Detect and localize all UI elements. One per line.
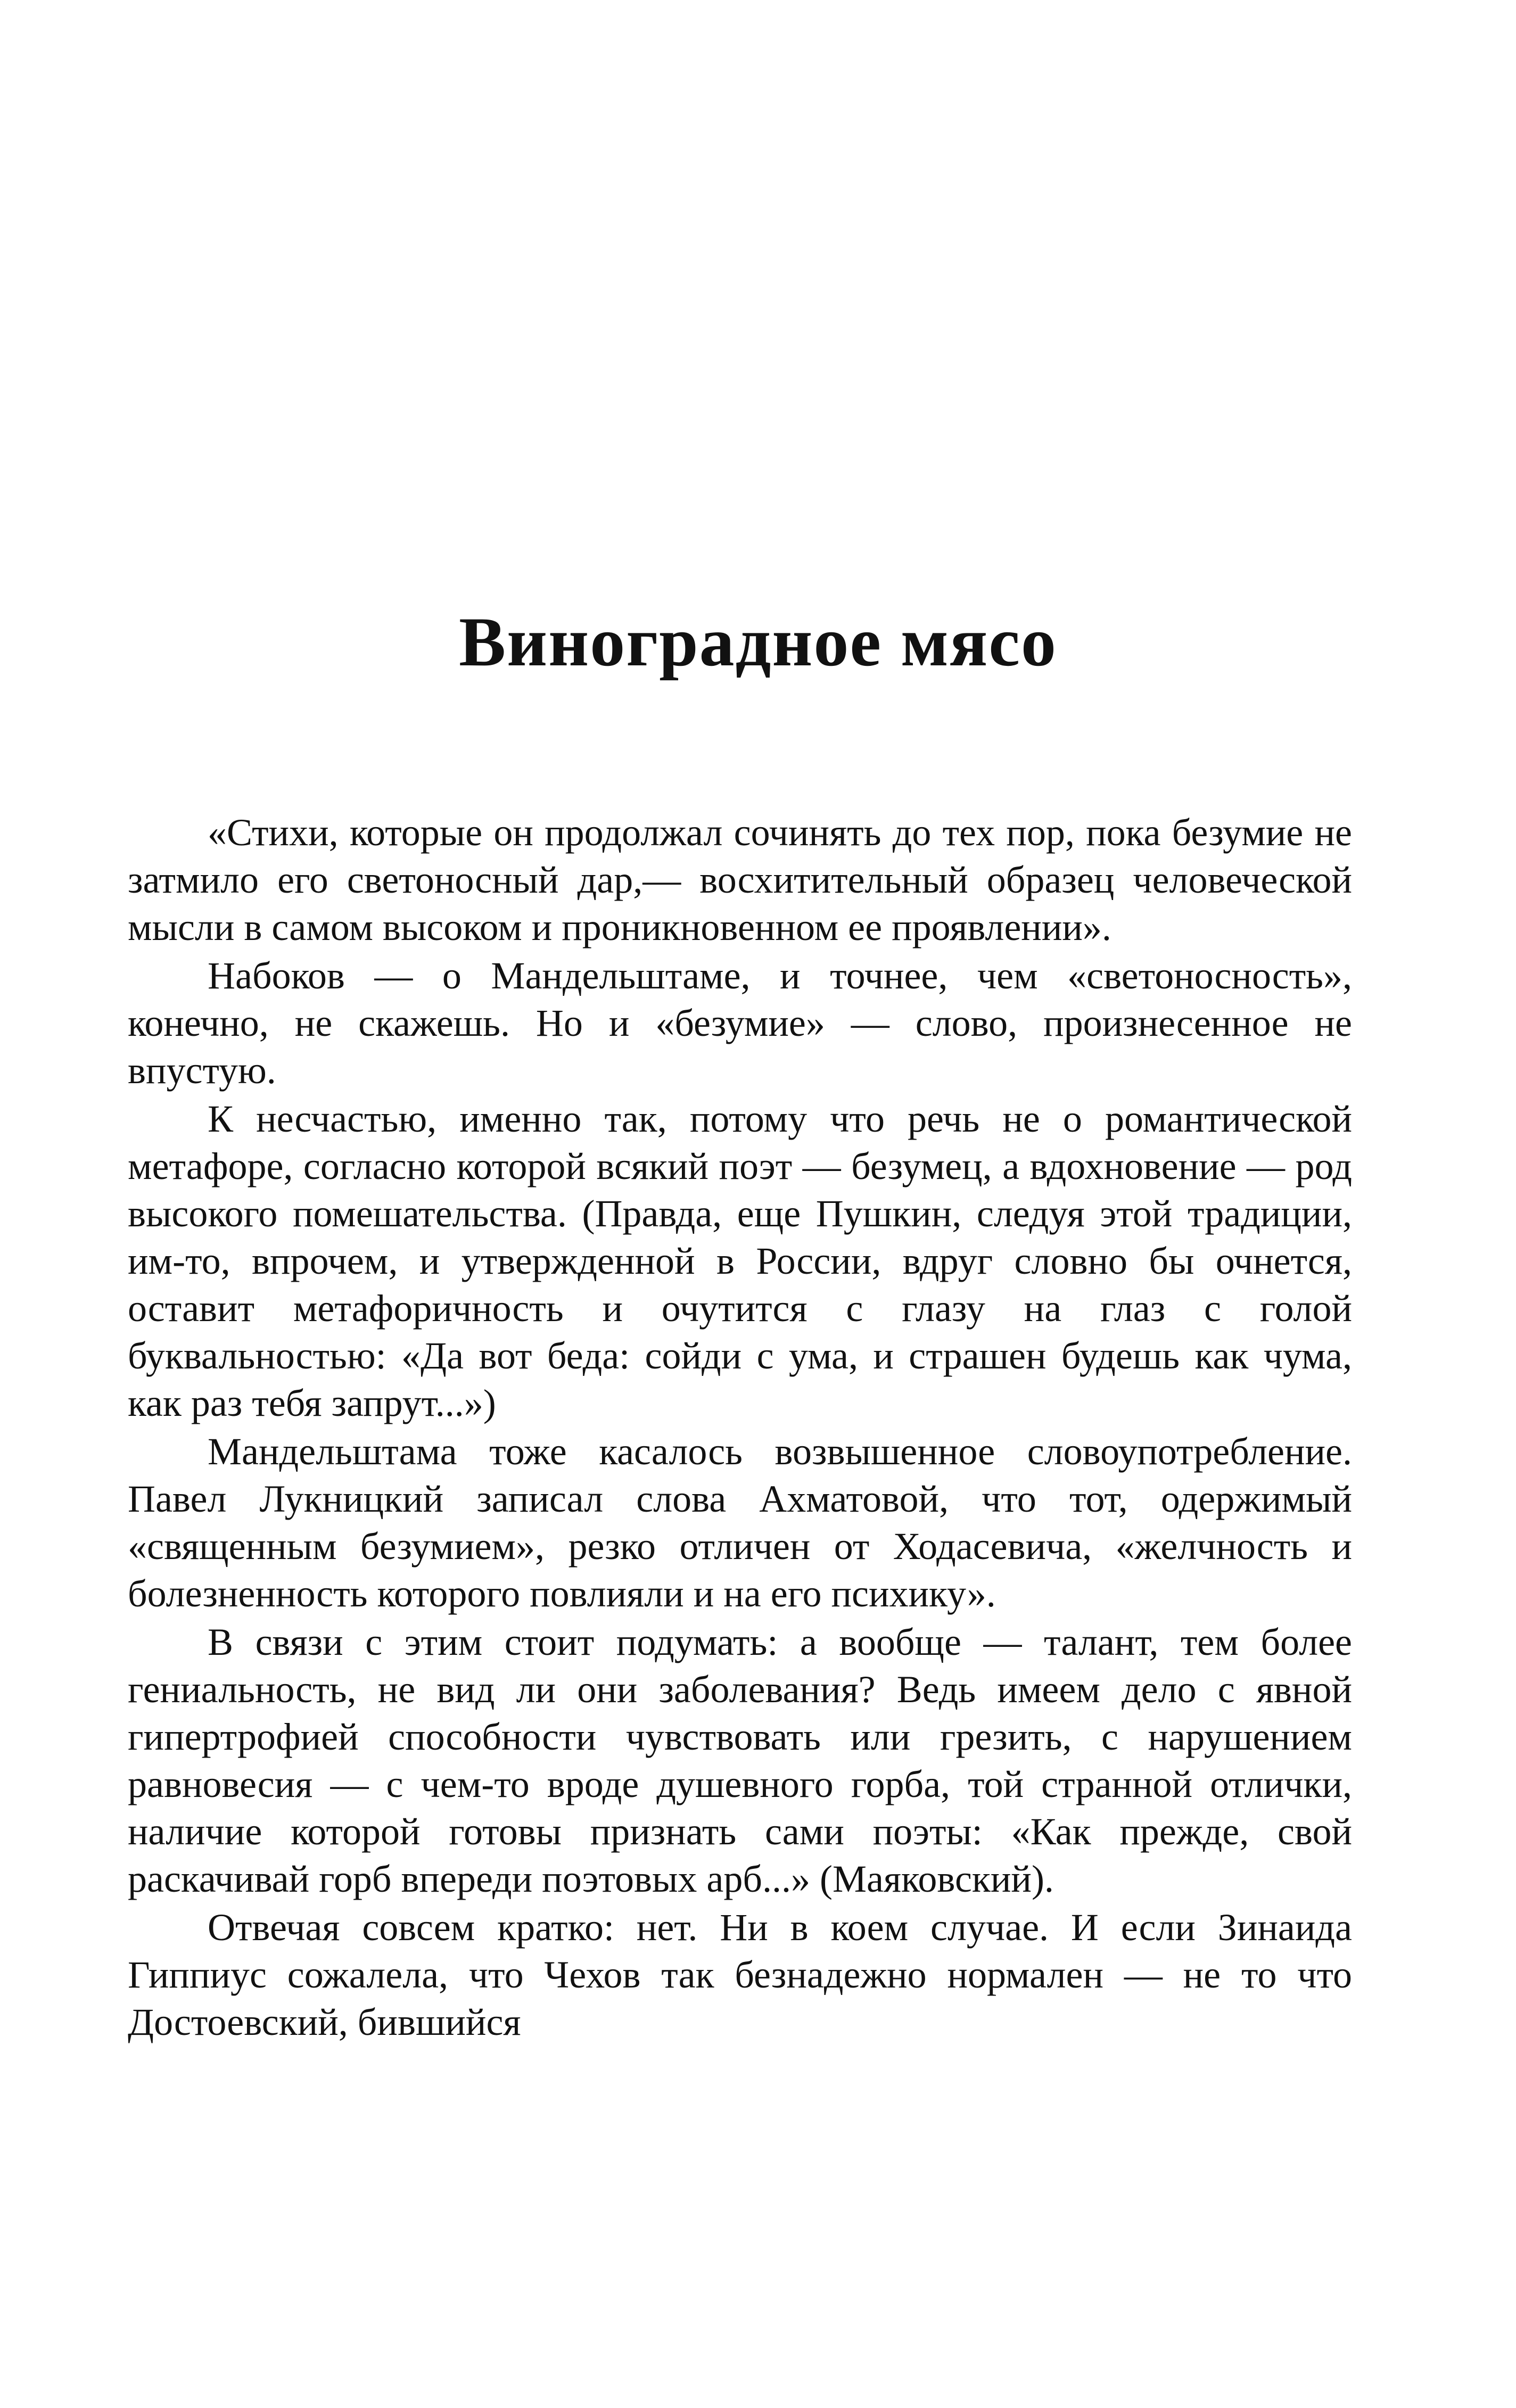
body-text [128,809,1352,2046]
chapter-title: Виноградное мясо [459,603,1057,681]
paragraph-6: Отвечая совсем кратко: нет. Ни в коем случае. И если Зинаида Гиппиус сожалела, что Чехов так безнадежно нормален — не то что Достоевский, бившийся [128,1906,1352,2043]
paragraph-5: В связи с этим стоит подумать: а вообще — талант, тем более гениальность, не вид ли они заболевания? Ведь имеем дело с явной гипертрофией способности чувствовать или грезить, с нарушением равновесия — с чем-то вроде душевного горба, той странной отлички, наличие которой готовы признать сами поэты: «Как прежде, свой раскачивай горб впереди поэтовых арб...» (Маяковский). [128,1621,1352,1900]
paragraph-3: К несчастью, именно так, потому что речь не о романтической метафоре, согласно которой всякий поэт — безумец, а вдохновение — род высокого помешательства. (Правда, еще Пушкин, следуя этой традиции, им-то, впрочем, и утвержденной в России, вдруг словно бы очнется, оставит метафоричность и очутится с глазу на глаз с голой буквальностью: «Да вот беда: сойди с ума, и страшен будешь как чума, как раз тебя запрут...») [128,1098,1352,1424]
paragraph-4: Мандельштама тоже касалось возвышенное словоупотребление. Павел Лукницкий записал слова Ахматовой, что тот, одержимый «священным безумием», резко отличен от Ходасевича, «желчность и болезненность которого повлияли и на его психику». [128,1430,1352,1615]
paragraph-1: «Стихи, которые он продолжал сочинять до тех пор, пока безумие не затмило его светоносный дар,— восхитительный образец человеческой мысли в самом высоком и проникновенном ее проявлении». [128,811,1352,949]
paragraph-2: Набоков — о Мандельштаме, и точнее, чем «светоносность», конечно, не скажешь. Но и «безумие» — слово, произнесенное не впустую. [128,954,1352,1092]
